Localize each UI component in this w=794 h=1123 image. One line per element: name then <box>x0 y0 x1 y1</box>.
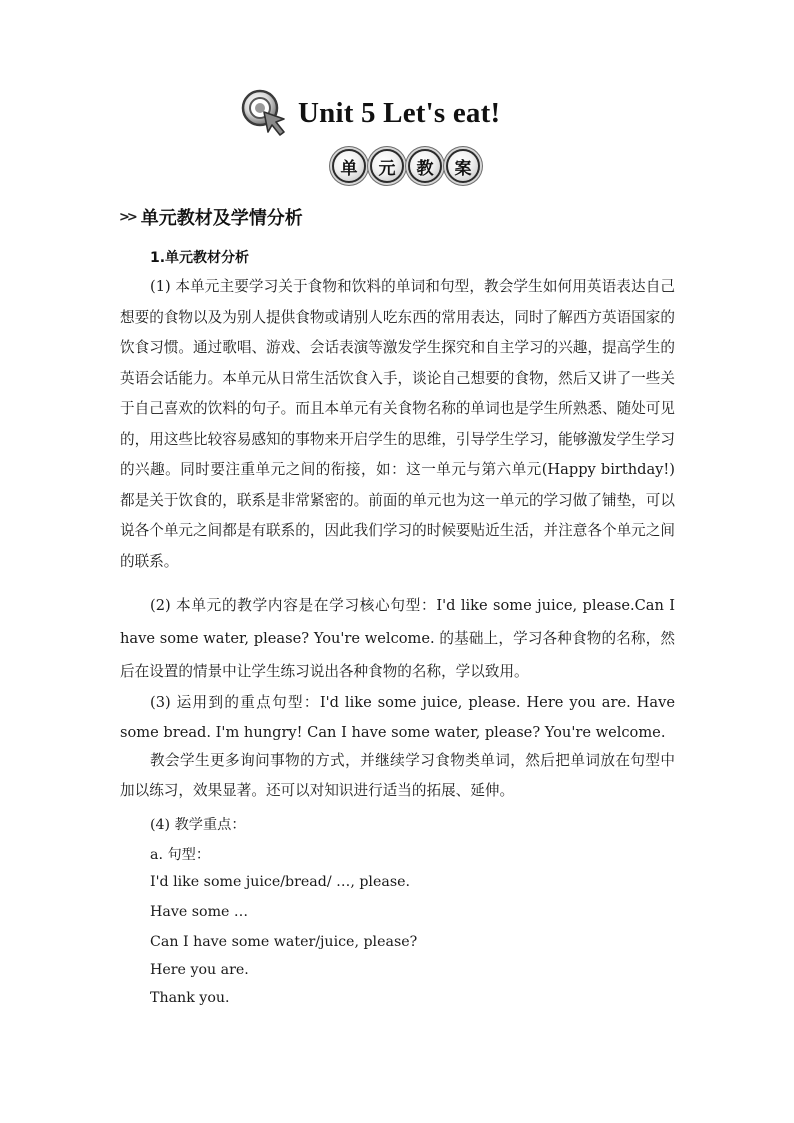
sentence-pattern-label: a. 句型： <box>150 847 211 863</box>
sentence-pattern: Here you are. <box>150 962 249 978</box>
subheading: 1.单元教材分析 <box>150 250 250 266</box>
document-title: Unit 5 Let's eat! <box>298 96 501 129</box>
paragraph-3: (3) 运用到的重点句型：I'd like some juice, please. Here you are. Have some bread. I'm hungry! Can I have some water, please? You're welcome. <box>120 694 675 741</box>
unit-plan-badges <box>332 145 484 187</box>
section-heading <box>119 204 303 230</box>
badge-char: 单 <box>332 149 366 183</box>
paragraph-4: 教会学生更多询问事物的方式，并继续学习食物类单词，然后把单词放在句型中加以练习，效果显著。还可以对知识进行适当的拓展、延伸。 <box>120 752 675 799</box>
sentence-pattern: Have some … <box>150 904 249 920</box>
paragraph-1: (1) 本单元主要学习关于食物和饮料的单词和句型，教会学生如何用英语表达自己想要的食物以及为别人提供食物或请别人吃东西的常用表达，同时了解西方英语国家的饮食习惯。通过歌唱、游戏、会话表演等激发学生探究和自主学习的兴趣，提高学生的英语会话能力。本单元从日常生活饮食入手，谈论自己想要的食物，然后又讲了一些关于自己喜欢的饮料的句子。而且本单元有关食物名称的单词也是学生所熟悉、随处可见的，用这些比较容易感知的事物来开启学生的思维，引导学生学习，能够激发学生学习的兴趣。同时要注重单元之间的衔接，如：这一单元与第六单元(Happy birthday!) 都是关于饮食的，联系是非常紧密的。前面的单元也为这一单元的学习做了铺垫，可以说各个单元之间都是有联系的，因此我们学习的时候要贴近生活，并注意各个单元之间的联系。 <box>120 278 675 570</box>
badge-char: 元 <box>370 149 404 183</box>
paragraph-2: (2) 本单元的教学内容是在学习核心句型：I'd like some juice, please.Can I have some water, please? You're welcome. 的基础上，学习各种食物的名称，然后在设置的情景中让学生练习说出各种食物的名称，学以致用。 <box>120 597 675 680</box>
double-chevron-icon: >> <box>119 209 135 225</box>
sentence-pattern: Thank you. <box>150 990 230 1006</box>
section-heading-text: 单元教材及学情分析 <box>140 208 303 229</box>
badge-char: 教 <box>408 149 442 183</box>
sentence-pattern: I'd like some juice/bread/ …, please. <box>150 874 411 890</box>
badge-char: 案 <box>446 149 480 183</box>
magnifier-cursor-icon <box>240 88 290 138</box>
sentence-pattern: Can I have some water/juice, please? <box>150 934 418 950</box>
title-row <box>240 88 500 138</box>
teaching-focus-heading: (4) 教学重点： <box>150 817 246 833</box>
